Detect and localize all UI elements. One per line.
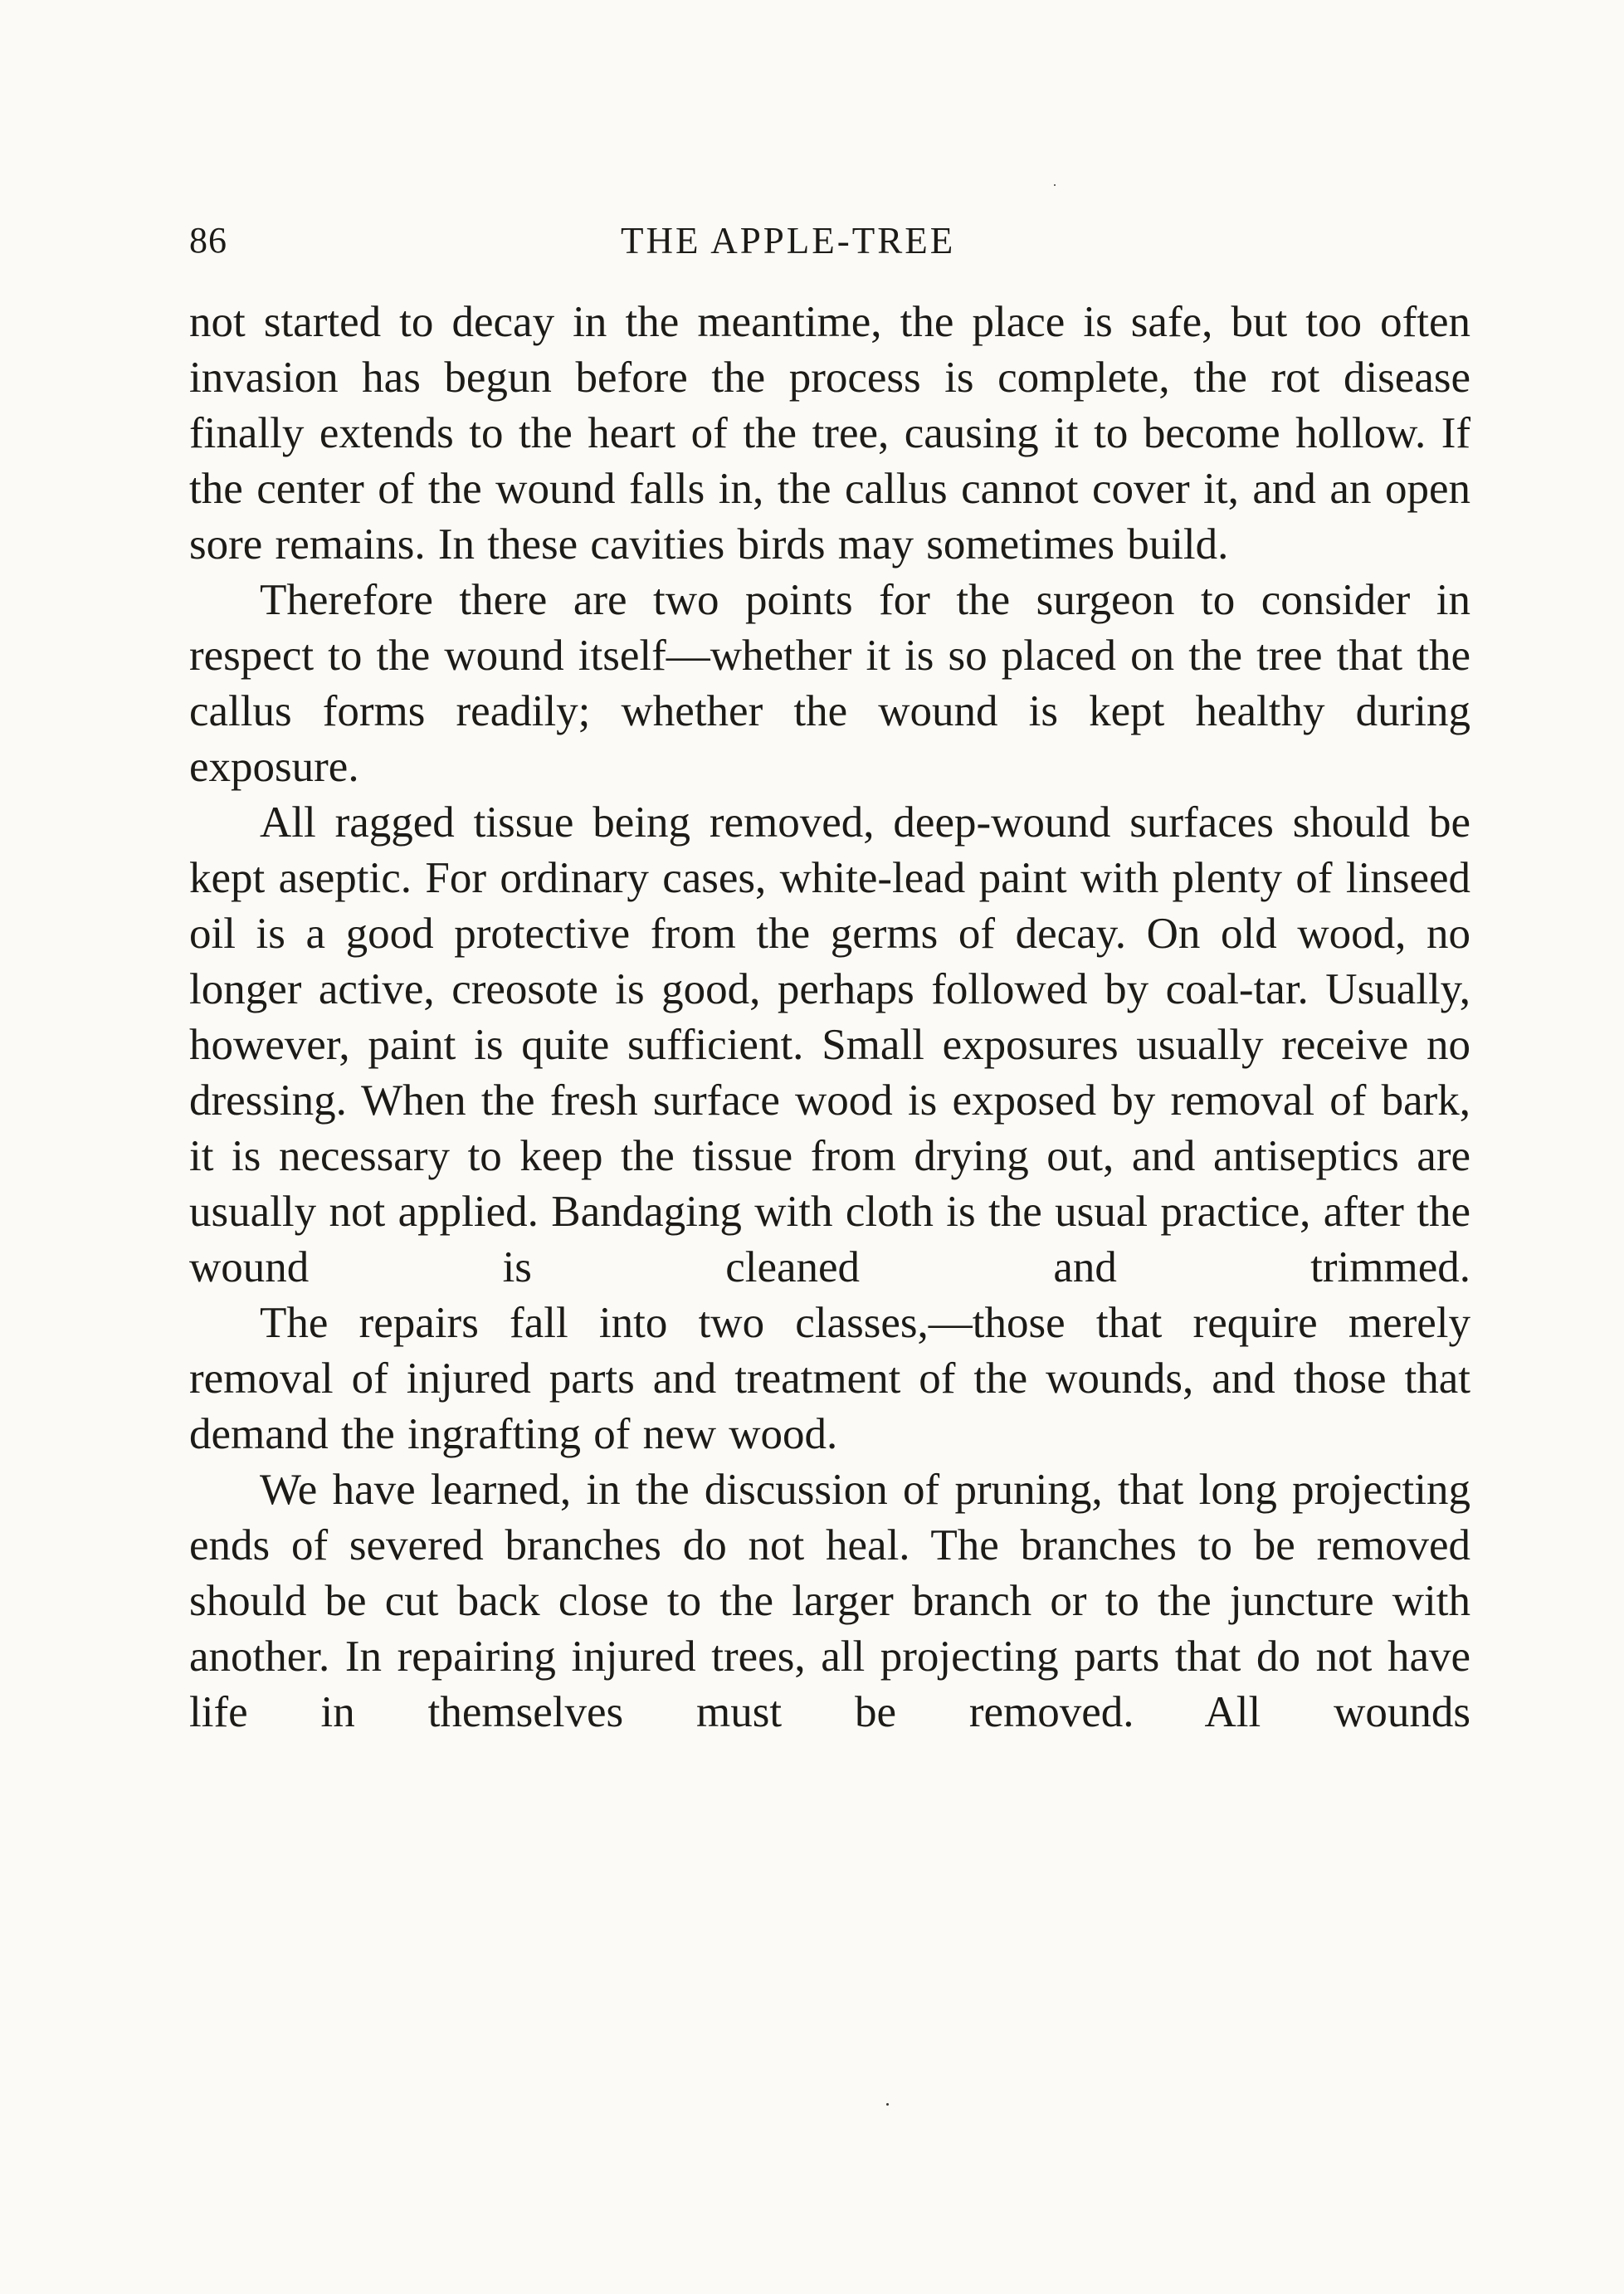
book-title: THE APPLE-TREE	[621, 220, 956, 261]
paragraph-3: All ragged tissue being removed, deep-wound surfaces should be kept aseptic. For ordinary cases, white-lead paint with plenty of linseed oil is a good protective from the germs of decay. On old wood, no longer active, creosote is good, perhaps followed by coal-tar. Usually, however, paint is quite sufficient. Small exposures usually receive no dressing. When the fresh surface wood is exposed by removal of bark, it is necessary to keep the tissue from drying out, and antiseptics are usually not applied. Bandaging with cloth is the usual practice, after the wound is cleaned and trimmed.	[189, 798, 1470, 1291]
page-number: 86	[189, 220, 227, 261]
paragraph-1: not started to decay in the meantime, the place is safe, but too often invasion has begun before the process is complete, the rot disease finally extends to the heart of the tree, causing it to become hollow. If the center of the wound falls in, the callus cannot cover it, and an open sore remains. In these cavities birds may sometimes build.	[189, 298, 1470, 569]
running-head	[189, 212, 1470, 270]
paragraph-4: The repairs fall into two classes,—those that require merely removal of injured parts and treatment of the wounds, and those that demand the ingrafting of new wood.	[189, 1299, 1470, 1458]
paragraph-5: We have learned, in the discussion of pruning, that long projecting ends of severed branches do not heal. The branches to be removed should be cut back close to the larger branch or to the juncture with another. In repairing injured trees, all projecting parts that do not have life in themselves must be removed. All wounds	[189, 1466, 1470, 1736]
print-speck	[886, 2103, 889, 2106]
body-text	[189, 295, 1470, 1740]
paragraph-2: Therefore there are two points for the surgeon to consider in respect to the wound itself—whether it is so placed on the tree that the callus forms readily; whether the wound is kept healthy during exposure.	[189, 576, 1470, 791]
print-speck	[1054, 184, 1056, 186]
